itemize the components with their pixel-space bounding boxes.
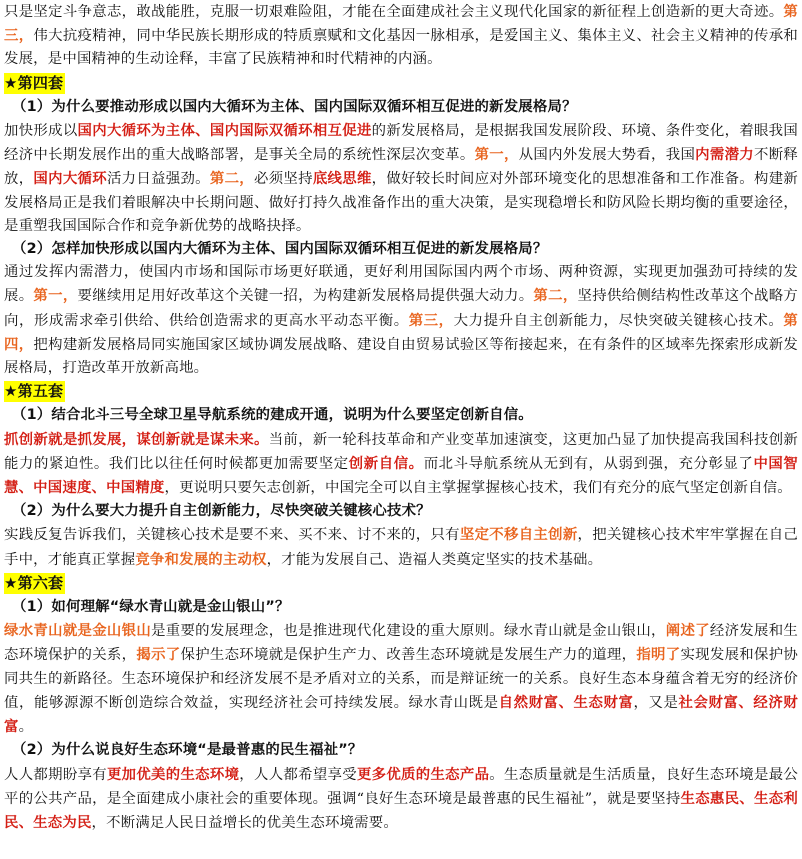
- section-title: 第四套: [17, 73, 64, 92]
- text-run: 。生态质量就是生活质量，良好生态环境是最公平的公共产品，是全面建成小康社会的重要体现。强调“良好生态环境是最普惠的民生福祉”，就是要坚持: [4, 766, 798, 807]
- section-label: [4, 381, 65, 402]
- highlighted-phrase: 第二，: [533, 287, 578, 305]
- text-run: 经济发展和生态环境保护的关系，: [4, 623, 798, 664]
- highlighted-phrase: 绿水青山就是金山银山: [4, 622, 152, 640]
- text-run: 活力日益强劲。: [106, 171, 210, 188]
- text-run: ，做好较长时间应对外部环境变化的思想准备和工作准备。构建新发展格局正是我们着眼解决中长期问题、做好打持久战准备作出的重大决策，是实现稳增长和防风险长期均衡的重要途径，是重塑我国国际合作和竞争新优势的战略抉择。: [4, 171, 798, 234]
- highlighted-phrase: 第四，: [4, 311, 798, 353]
- highlighted-phrase: 国内大循环为主体、国内国际双循环相互促进: [77, 122, 372, 140]
- text-run: 保护生态环境就是保护生产力、改善生态环境就是发展生产力的道理，: [180, 647, 637, 664]
- text-run: 实现发展和保护协同共生的新路径。生态环境保护和经济发展不是矛盾对立的关系，而是辩证统一的关系。良好生态本身蕴含着无穷的经济价值，能够源源不断创造综合效益，实现经济社会可持续发展。绿水青山既是: [4, 647, 798, 711]
- answer-paragraph: [4, 428, 798, 501]
- text-run: ，才能为发展自己、造福人类奠定坚实的技术基础。: [266, 551, 603, 568]
- star-icon: ★: [4, 73, 18, 92]
- question-heading: （2）为什么说良好生态环境“是最普惠的民生福祉”？: [12, 742, 363, 759]
- answer-paragraph: [4, 119, 798, 238]
- answer-paragraph: [4, 763, 798, 836]
- section-heading: [4, 380, 798, 404]
- star-icon: ★: [4, 573, 18, 592]
- question-heading: （2）怎样加快形成以国内大循环为主体、国内国际双循环相互促进的新发展格局？: [12, 241, 548, 258]
- question-heading: （1）如何理解“绿水青山就是金山银山”？: [12, 599, 290, 616]
- answer-paragraph: [4, 523, 798, 571]
- highlighted-phrase: 第三，: [4, 3, 798, 45]
- text-run: 只是坚定斗争意志，敢战能胜，克服一切艰难险阻，才能在全面建成社会主义现代化国家的新征程上创造新的更大奇迹。: [4, 4, 784, 20]
- question-heading: （1）结合北斗三号全球卫星导航系统的建成开通，说明为什么要坚定创新自信。: [12, 407, 533, 424]
- answer-paragraph: [4, 0, 798, 72]
- text-run: 从国内外发展大势看，我国: [518, 147, 696, 164]
- text-run: ，不断满足人民日益增长的优美生态环境需要。: [91, 814, 398, 831]
- answer-paragraph: [4, 261, 798, 380]
- section-title: 第五套: [17, 382, 64, 401]
- text-run: 人人都期盼享有: [4, 766, 107, 783]
- highlighted-phrase: 坚定不移自主创新: [459, 526, 578, 544]
- highlighted-phrase: 第三，: [408, 311, 454, 329]
- text-run: 加快形成以: [4, 123, 78, 140]
- highlighted-phrase: 抓创新就是抓发展，谋创新就是谋未来。: [4, 430, 269, 448]
- text-run: 不断释放，: [4, 147, 798, 188]
- highlighted-phrase: 指明了: [636, 646, 681, 664]
- text-run: ，把关键核心技术牢牢掌握在自己手中，才能真正掌握: [4, 527, 798, 568]
- section-title: 第六套: [17, 573, 64, 592]
- answer-paragraph: [4, 619, 798, 739]
- highlighted-phrase: 揭示了: [136, 646, 181, 664]
- highlighted-phrase: 竞争和发展的主动权: [135, 550, 267, 568]
- text-run: 实践反复告诉我们，关键核心技术是要不来、买不来、讨不来的，只有: [4, 527, 460, 544]
- text-run: 伟大抗疫精神，同中华民族长期形成的特质禀赋和文化基因一脉相承，是爱国主义、集体主义、社会主义精神的传承和发展，是中国精神的生动诠释，丰富了民族精神和时代精神的内涵。: [4, 28, 799, 68]
- text-run: 要继续用足用好改革这个关键一招，为构建新发展格局提供强大动力。: [77, 288, 534, 305]
- text-run: 把构建新发展格局同实施国家区域协调发展战略、建设自由贸易试验区等衔接起来，在有条件的区域率先探索形成新发展格局，打造改革开放新高地。: [4, 336, 799, 377]
- highlighted-phrase: 生态惠民、生态利民、生态为民: [4, 789, 798, 831]
- text-run: ，更说明只要矢志创新，中国完全可以自主掌握掌握核心技术，我们有充分的底气坚定创新自信。: [164, 480, 792, 497]
- highlighted-phrase: 底线思维: [312, 170, 372, 188]
- section-label: [4, 573, 65, 594]
- text-run: 坚持供给侧结构性改革这个战略方向，形成需求牵引供给、供给创造需求的更高水平动态平衡。: [4, 288, 798, 329]
- text-run: 必须坚持: [254, 171, 313, 188]
- text-run: ，人人都希望享受: [239, 766, 357, 783]
- text-run: 当前，新一轮科技革命和产业变革加速演变，这更加凸显了加快提高我国科技创新能力的紧迫性。我们比以往任何时候都更加需要坚定: [4, 431, 798, 472]
- text-run: 通过发挥内需潜力，使国内市场和国际市场更好联通，更好利用国际国内两个市场、两种资源，实现更加强劲可持续的发展。: [4, 264, 798, 305]
- star-icon: ★: [4, 382, 18, 401]
- highlighted-phrase: 内需潜力: [695, 146, 754, 164]
- highlighted-phrase: 国内大循环: [33, 170, 107, 188]
- section-heading: [4, 572, 798, 596]
- question-heading: （2）为什么要大力提升自主创新能力，尽快突破关键核心技术？: [12, 503, 431, 520]
- highlighted-phrase: 更多优质的生态产品: [356, 765, 490, 783]
- text-run: 是重要的发展理念，也是推进现代化建设的重大原则。绿水青山就是金山银山，: [151, 623, 666, 640]
- text-run: 大力提升自主创新能力，尽快突破关键核心技术。: [453, 312, 784, 329]
- highlighted-phrase: 社会财富、经济财富: [4, 693, 798, 736]
- text-run: ，又是: [633, 694, 679, 711]
- highlighted-phrase: 中国智慧、中国速度、中国精度: [4, 454, 799, 497]
- highlighted-phrase: 阐述了: [665, 622, 710, 640]
- highlighted-phrase: 自然财富、生态财富: [498, 693, 634, 711]
- text-run: 的新发展格局，是根据我国发展阶段、环境、条件变化，着眼我国经济中长期发展作出的重大战略部署，是事关全局的系统性深层次变革。: [4, 123, 798, 164]
- question-heading: （1）为什么要推动形成以国内大循环为主体、国内国际双循环相互促进的新发展格局？: [12, 98, 577, 115]
- highlighted-phrase: 创新自信。: [348, 454, 424, 472]
- highlighted-phrase: 第一，: [474, 146, 519, 164]
- highlighted-phrase: 第二，: [209, 170, 255, 188]
- highlighted-phrase: 更加优美的生态环境: [106, 765, 240, 783]
- section-heading: [4, 72, 798, 96]
- text-run: 。: [18, 719, 34, 736]
- text-run: 而北斗导航系统从无到有，从弱到强，充分彰显了: [423, 455, 754, 472]
- section-label: [4, 73, 65, 94]
- highlighted-phrase: 第一，: [33, 287, 78, 305]
